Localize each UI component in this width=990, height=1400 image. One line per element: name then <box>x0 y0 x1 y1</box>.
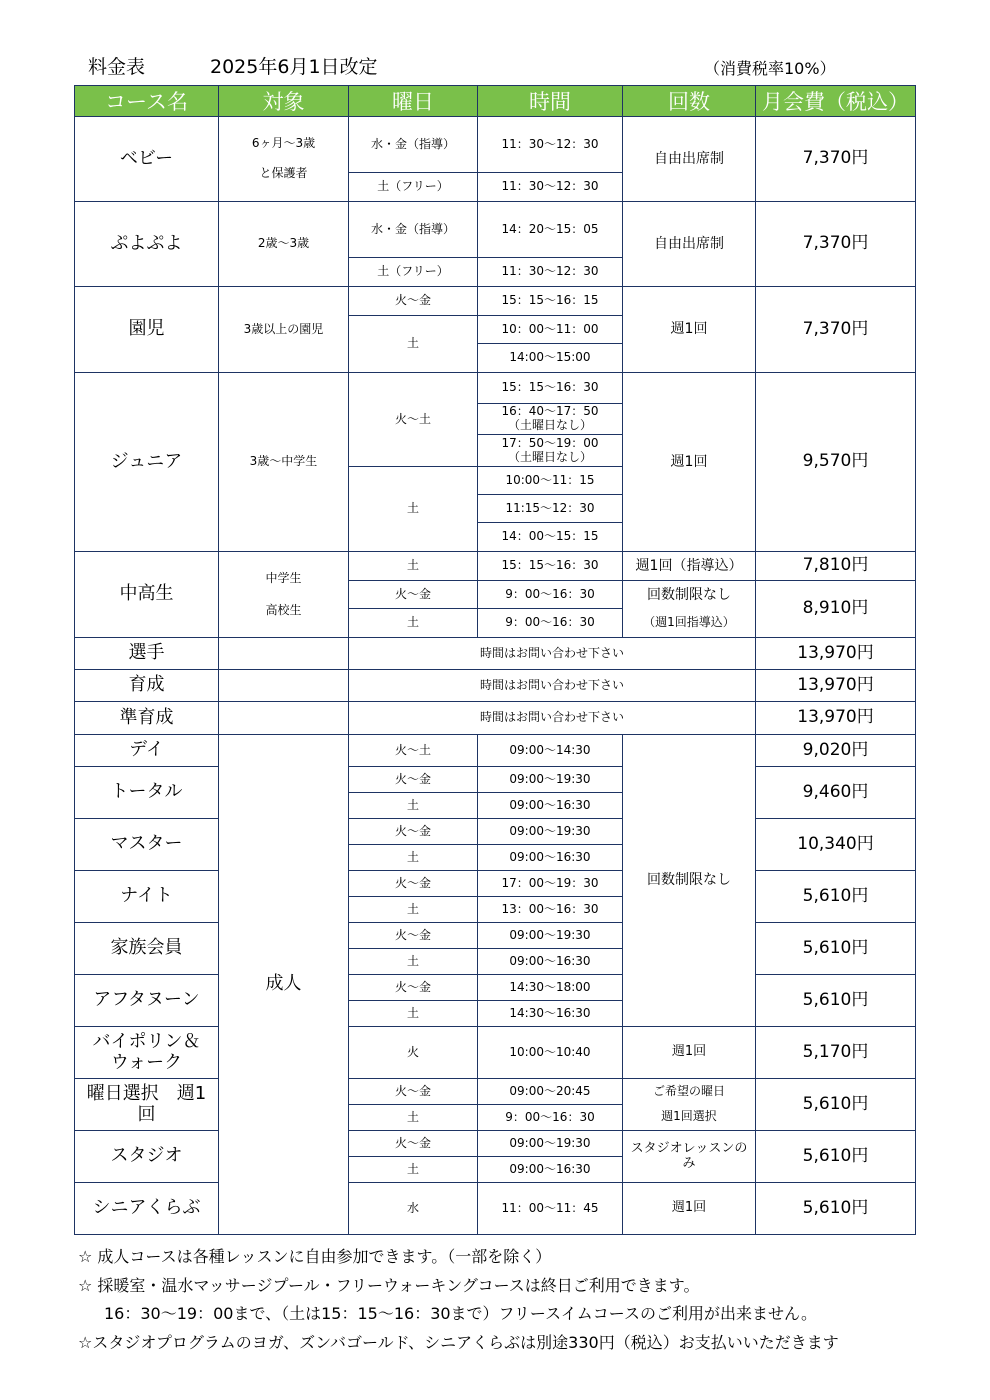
course-time: 09:00～16:30 <box>478 949 623 975</box>
course-time: 09:00～16:30 <box>478 1157 623 1183</box>
table-row <box>75 117 916 173</box>
course-time: 10:00～10:40 <box>478 1027 623 1079</box>
course-fee: 7,810円 <box>756 552 916 581</box>
course-time: 14：00～15：15 <box>478 523 623 552</box>
course-time: 17：50～19：00 （土曜日なし） <box>478 435 623 467</box>
table-row <box>75 552 916 581</box>
adult-target: 成人 <box>219 735 349 1235</box>
course-time: 09:00～16:30 <box>478 793 623 819</box>
course-info: 時間はお問い合わせ下さい <box>349 670 756 702</box>
note-adult-free: ☆ 成人コースは各種レッスンに自由参加できます。（一部を除く） <box>78 1247 552 1266</box>
course-time: 11:15～12：30 <box>478 495 623 523</box>
course-day: 火～金 <box>349 1079 478 1105</box>
course-day: 火 <box>349 1027 478 1079</box>
course-time: 09:00～14:30 <box>478 735 623 767</box>
course-name: 選手 <box>75 638 219 670</box>
course-target <box>219 702 349 735</box>
course-count: 週1回（指導込） <box>623 552 756 581</box>
course-time: 14：20～15：05 <box>478 202 623 258</box>
course-day: 土 <box>349 1157 478 1183</box>
table-row <box>75 670 916 702</box>
course-target: 2歳～3歳 <box>219 202 349 287</box>
course-count: 週1回 <box>623 1027 756 1079</box>
course-day: 土 <box>349 552 478 581</box>
course-fee: 9,020円 <box>756 735 916 767</box>
course-time: 09:00～20:45 <box>478 1079 623 1105</box>
course-day: 火～土 <box>349 373 478 467</box>
course-time: 09:00～16:30 <box>478 845 623 871</box>
course-target: 3歳以上の園児 <box>219 287 349 373</box>
table-row <box>75 638 916 670</box>
course-day: 土 <box>349 1001 478 1027</box>
course-count: 自由出席制 <box>623 117 756 202</box>
course-fee: 5,610円 <box>756 1079 916 1131</box>
course-fee: 13,970円 <box>756 670 916 702</box>
course-target: 中学生 高校生 <box>219 552 349 638</box>
course-count: 週1回 <box>623 1183 756 1235</box>
table-row <box>75 287 916 316</box>
course-name: 家族会員 <box>75 923 219 975</box>
course-name: スタジオ <box>75 1131 219 1183</box>
note-facilities: ☆ 採暖室・温水マッサージプール・フリーウォーキングコースは終日ご利用できます。 <box>78 1276 700 1295</box>
table-row <box>75 202 916 258</box>
course-day: 水 <box>349 1183 478 1235</box>
course-fee: 5,170円 <box>756 1027 916 1079</box>
table-row <box>75 373 916 404</box>
course-day: 土 <box>349 467 478 552</box>
course-day: 土（フリー） <box>349 258 478 287</box>
course-time: 16：40～17：50 （土曜日なし） <box>478 404 623 435</box>
course-fee: 10,340円 <box>756 819 916 871</box>
course-fee: 9,570円 <box>756 373 916 552</box>
course-name: ベビー <box>75 117 219 202</box>
course-day: 土 <box>349 793 478 819</box>
course-name: 準育成 <box>75 702 219 735</box>
course-day: 火～金 <box>349 287 478 316</box>
course-time: 15：15～16：15 <box>478 287 623 316</box>
course-time: 15：15～16：30 <box>478 373 623 404</box>
course-fee: 13,970円 <box>756 638 916 670</box>
table-row <box>75 871 916 897</box>
course-fee: 5,610円 <box>756 1131 916 1183</box>
course-count: 自由出席制 <box>623 202 756 287</box>
course-day: 火～金 <box>349 1131 478 1157</box>
page-title: 料金表 <box>88 56 146 78</box>
course-time: 9：00～16：30 <box>478 609 623 638</box>
col-header-course: コース名 <box>75 86 219 117</box>
col-header-fee: 月会費（税込） <box>756 86 916 117</box>
course-name: 育成 <box>75 670 219 702</box>
course-time: 09:00～19:30 <box>478 923 623 949</box>
course-time: 9：00～16：30 <box>478 1105 623 1131</box>
table-header-row <box>75 86 916 117</box>
course-time: 10:00～11：15 <box>478 467 623 495</box>
course-day: 土 <box>349 316 478 373</box>
course-day: 火～金 <box>349 975 478 1001</box>
table-row <box>75 1183 916 1235</box>
note-studio-fee: ☆スタジオプログラムのヨガ、ズンバゴールド、シニアくらぶは別途330円（税込）お支払いいただきます <box>78 1333 839 1352</box>
course-day: 水・金（指導） <box>349 202 478 258</box>
course-time: 9：00～16：30 <box>478 581 623 609</box>
course-fee: 7,370円 <box>756 117 916 202</box>
course-name: シニアくらぶ <box>75 1183 219 1235</box>
course-info: 時間はお問い合わせ下さい <box>349 702 756 735</box>
course-time: 10：00～11：00 <box>478 316 623 344</box>
course-name: デイ <box>75 735 219 767</box>
course-target: 3歳～中学生 <box>219 373 349 552</box>
course-time: 15：15～16：30 <box>478 552 623 581</box>
course-name: アフタヌーン <box>75 975 219 1027</box>
col-header-time: 時間 <box>478 86 623 117</box>
col-header-day: 曜日 <box>349 86 478 117</box>
course-day: 土 <box>349 1105 478 1131</box>
course-name: マスター <box>75 819 219 871</box>
course-day: 土 <box>349 609 478 638</box>
revision-date: 2025年6月1日改定 <box>210 56 378 78</box>
table-row <box>75 702 916 735</box>
course-fee: 7,370円 <box>756 202 916 287</box>
course-time: 11：30～12：30 <box>478 173 623 202</box>
course-day: 火～土 <box>349 735 478 767</box>
course-time: 13：00～16：30 <box>478 897 623 923</box>
course-fee: 9,460円 <box>756 767 916 819</box>
course-name: ナイト <box>75 871 219 923</box>
course-fee: 8,910円 <box>756 581 916 638</box>
col-header-count: 回数 <box>623 86 756 117</box>
adult-count: 回数制限なし <box>623 735 756 1027</box>
course-count: 週1回 <box>623 373 756 552</box>
course-target: 6ヶ月～3歳 と保護者 <box>219 117 349 202</box>
course-fee: 5,610円 <box>756 1183 916 1235</box>
col-header-target: 対象 <box>219 86 349 117</box>
course-count: （週1回指導込） <box>623 609 756 638</box>
course-time: 14:30～18:00 <box>478 975 623 1001</box>
course-time: 14:00～15:00 <box>478 344 623 373</box>
course-time: 11：30～12：30 <box>478 117 623 173</box>
course-count: スタジオレッスンの み <box>623 1131 756 1183</box>
course-target <box>219 638 349 670</box>
course-day: 土 <box>349 897 478 923</box>
course-name: トータル <box>75 767 219 819</box>
course-name: 園児 <box>75 287 219 373</box>
course-day: 土（フリー） <box>349 173 478 202</box>
course-count: 週1回 <box>623 287 756 373</box>
note-freeswim: 16：30～19：00まで、（土は15：15～16：30まで）フリースイムコースのご利用が出来ません。 <box>104 1304 817 1323</box>
course-time: 09:00～19:30 <box>478 819 623 845</box>
course-day: 火～金 <box>349 923 478 949</box>
course-day: 土 <box>349 949 478 975</box>
course-time: 17：00～19：30 <box>478 871 623 897</box>
table-row <box>75 923 916 949</box>
course-day: 土 <box>349 845 478 871</box>
course-day: 火～金 <box>349 871 478 897</box>
course-day: 火～金 <box>349 819 478 845</box>
course-count: 回数制限なし <box>623 581 756 609</box>
course-count: ご希望の曜日 <box>623 1079 756 1105</box>
course-target <box>219 670 349 702</box>
course-count: 週1回選択 <box>623 1105 756 1131</box>
course-name: バイポリン＆ ウォーク <box>75 1027 219 1079</box>
course-day: 火～金 <box>349 581 478 609</box>
course-fee: 5,610円 <box>756 871 916 923</box>
course-time: 09:00～19:30 <box>478 1131 623 1157</box>
table-row <box>75 819 916 845</box>
course-time: 11：00～11：45 <box>478 1183 623 1235</box>
course-time: 11：30～12：30 <box>478 258 623 287</box>
course-day: 火～金 <box>349 767 478 793</box>
table-row <box>75 735 916 767</box>
table-row <box>75 767 916 793</box>
table-row <box>75 1079 916 1105</box>
course-fee: 13,970円 <box>756 702 916 735</box>
table-row <box>75 1027 916 1079</box>
course-day: 水・金（指導） <box>349 117 478 173</box>
course-name: 中高生 <box>75 552 219 638</box>
course-fee: 5,610円 <box>756 975 916 1027</box>
course-name: 曜日選択 週1 回 <box>75 1079 219 1131</box>
table-row <box>75 975 916 1001</box>
course-info: 時間はお問い合わせ下さい <box>349 638 756 670</box>
course-name: ぷよぷよ <box>75 202 219 287</box>
fee-table <box>74 85 916 1235</box>
course-fee: 5,610円 <box>756 923 916 975</box>
course-fee: 7,370円 <box>756 287 916 373</box>
course-time: 14:30～16:30 <box>478 1001 623 1027</box>
table-row <box>75 1131 916 1157</box>
tax-note: （消費税率10%） <box>704 59 836 78</box>
course-name: ジュニア <box>75 373 219 552</box>
course-time: 09:00～19:30 <box>478 767 623 793</box>
